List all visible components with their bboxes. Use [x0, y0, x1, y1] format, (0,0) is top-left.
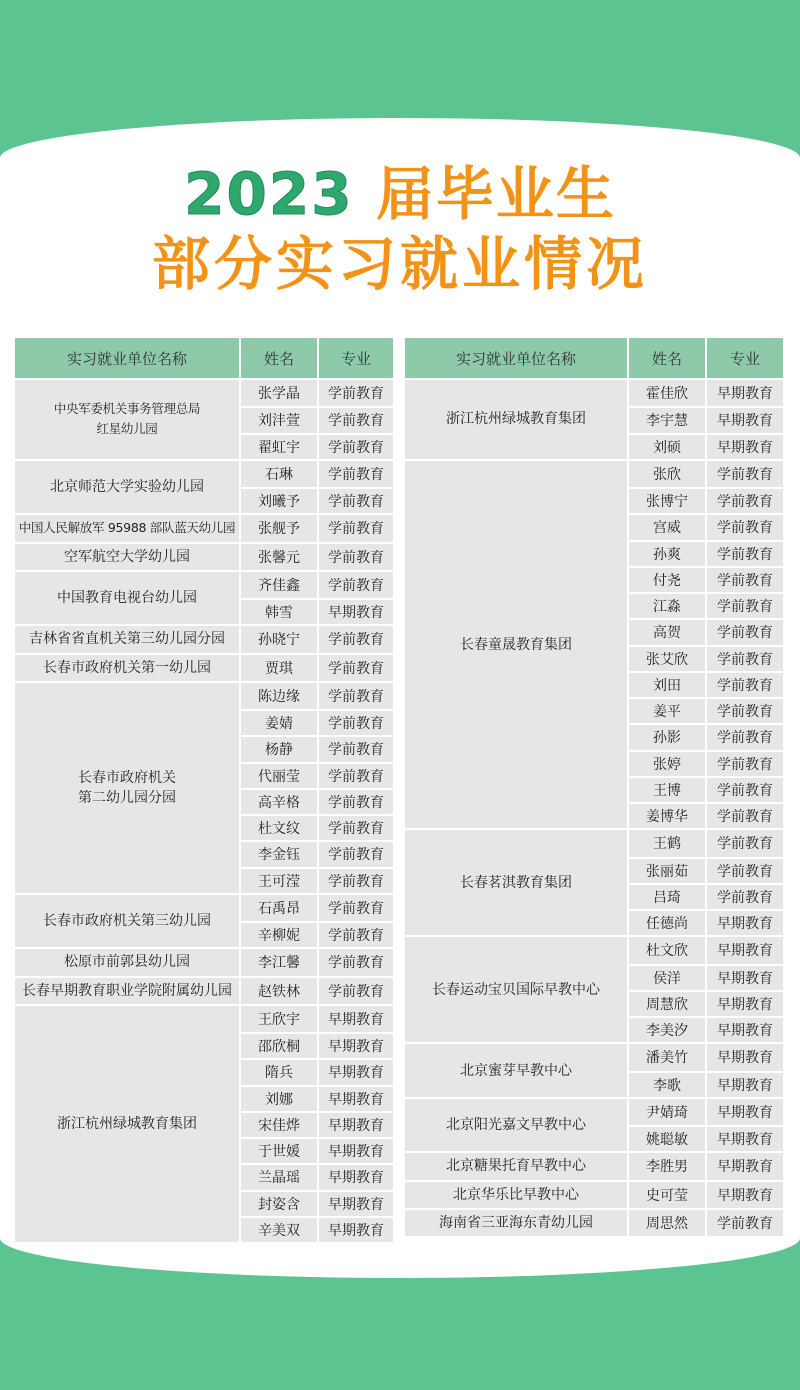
major-cell: 学前教育: [319, 572, 393, 598]
student-name-cell: 李宇慧: [629, 408, 707, 432]
table-row: [629, 937, 783, 963]
table-row: [241, 380, 393, 406]
title-graduates: 届毕业生: [375, 160, 616, 228]
major-cell: 学前教育: [707, 461, 783, 487]
student-name-cell: 刘田: [629, 673, 707, 697]
student-name-cell: 翟虹宇: [241, 435, 319, 459]
unit-name-cell: 浙江杭州绿城教育集团: [405, 380, 629, 459]
unit-name-cell: 北京华乐比早教中心: [405, 1182, 629, 1208]
table-row: [241, 949, 393, 975]
major-cell: 学前教育: [707, 885, 783, 909]
unit-group: [405, 380, 783, 459]
unit-group: [15, 459, 393, 514]
major-cell: 早期教育: [319, 1060, 393, 1084]
table-row: [629, 1125, 783, 1151]
table-row: [629, 1153, 783, 1179]
major-cell: 学前教育: [707, 594, 783, 618]
table-row: [241, 572, 393, 598]
student-name-cell: 付尧: [629, 568, 707, 592]
header-name: 姓名: [629, 338, 707, 378]
table-row: [241, 762, 393, 788]
header-unit: 实习就业单位名称: [405, 338, 629, 378]
table-row: [241, 788, 393, 814]
student-name-cell: 赵铁林: [241, 978, 319, 1004]
unit-name-cell: 北京师范大学实验幼儿园: [15, 461, 241, 514]
right-table-body: [405, 380, 783, 1236]
table-row: [241, 709, 393, 735]
major-cell: 早期教育: [707, 1099, 783, 1125]
student-name-cell: 任德尚: [629, 911, 707, 935]
major-cell: 早期教育: [319, 1192, 393, 1216]
unit-name-cell: 中央军委机关事务管理总局 红星幼儿园: [15, 380, 241, 459]
table-row: [629, 487, 783, 513]
table-row: [629, 618, 783, 644]
table-row: [241, 626, 393, 652]
major-cell: 早期教育: [707, 1153, 783, 1179]
major-cell: 早期教育: [319, 1218, 393, 1242]
major-cell: 学前教育: [319, 683, 393, 709]
unit-name-cell: 长春市政府机关 第二幼儿园分园: [15, 683, 241, 893]
major-cell: 学前教育: [707, 1210, 783, 1236]
table-row: [241, 598, 393, 624]
major-cell: 学前教育: [319, 842, 393, 866]
student-name-cell: 侯洋: [629, 966, 707, 990]
student-name-cell: 宋佳烨: [241, 1113, 319, 1137]
major-cell: 早期教育: [707, 1044, 783, 1070]
student-name-cell: 李美汐: [629, 1018, 707, 1042]
student-name-cell: 李胜男: [629, 1153, 707, 1179]
left-table: [15, 338, 393, 1242]
student-name-cell: 代丽莹: [241, 764, 319, 788]
table-row: [241, 895, 393, 921]
student-name-cell: 刘曦予: [241, 489, 319, 513]
unit-group: [15, 947, 393, 975]
major-cell: 早期教育: [319, 1139, 393, 1163]
student-name-cell: 宫威: [629, 515, 707, 539]
major-cell: 学前教育: [707, 620, 783, 644]
student-name-cell: 吕琦: [629, 885, 707, 909]
student-name-cell: 杨静: [241, 737, 319, 761]
student-name-cell: 贾琪: [241, 655, 319, 681]
table-row: [241, 1190, 393, 1216]
major-cell: 早期教育: [319, 1087, 393, 1111]
major-cell: 学前教育: [319, 461, 393, 487]
table-row: [629, 1210, 783, 1236]
major-cell: 学前教育: [319, 655, 393, 681]
student-name-cell: 刘硕: [629, 435, 707, 459]
unit-group: [15, 542, 393, 570]
student-name-cell: 张博宁: [629, 489, 707, 513]
student-name-cell: 兰晶瑶: [241, 1165, 319, 1189]
unit-name-cell: 空军航空大学幼儿园: [15, 544, 241, 570]
major-cell: 学前教育: [319, 489, 393, 513]
unit-group: [15, 513, 393, 541]
header-unit: 实习就业单位名称: [15, 338, 241, 378]
unit-name-cell: 长春运动宝贝国际早教中心: [405, 937, 629, 1042]
student-name-cell: 辛美双: [241, 1218, 319, 1242]
major-cell: 学前教育: [319, 711, 393, 735]
major-cell: 早期教育: [319, 1165, 393, 1189]
student-name-cell: 姚聪敏: [629, 1127, 707, 1151]
student-name-cell: 封姿含: [241, 1192, 319, 1216]
table-row: [629, 513, 783, 539]
table-row: [241, 1032, 393, 1058]
student-name-cell: 孙爽: [629, 542, 707, 566]
unit-name-cell: 中国人民解放军 95988 部队蓝天幼儿园: [15, 515, 241, 541]
table-row: [629, 566, 783, 592]
major-cell: 学前教育: [319, 816, 393, 840]
major-cell: 早期教育: [707, 1018, 783, 1042]
unit-group: [15, 624, 393, 652]
table-row: [629, 697, 783, 723]
major-cell: 学前教育: [319, 895, 393, 921]
major-cell: 学前教育: [319, 544, 393, 570]
unit-group: [15, 653, 393, 681]
major-cell: 学前教育: [707, 699, 783, 723]
table-row: [629, 1016, 783, 1042]
major-cell: 早期教育: [707, 380, 783, 406]
major-cell: 学前教育: [707, 647, 783, 671]
table-row: [629, 964, 783, 990]
major-cell: 学前教育: [707, 804, 783, 828]
unit-name-cell: 吉林省省直机关第三幼儿园分园: [15, 626, 241, 652]
table-row: [629, 461, 783, 487]
unit-name-cell: 北京糖果托育早教中心: [405, 1153, 629, 1179]
student-name-cell: 尹婧琦: [629, 1099, 707, 1125]
student-name-cell: 孙影: [629, 725, 707, 749]
unit-group: [15, 1004, 393, 1242]
major-cell: 早期教育: [319, 1034, 393, 1058]
major-cell: 早期教育: [707, 1127, 783, 1151]
table-row: [241, 683, 393, 709]
unit-group: [405, 459, 783, 829]
major-cell: 早期教育: [707, 937, 783, 963]
table-row: [629, 406, 783, 432]
student-name-cell: 刘娜: [241, 1087, 319, 1111]
student-name-cell: 杜文欣: [629, 937, 707, 963]
table-row: [241, 867, 393, 893]
table-row: [241, 1137, 393, 1163]
student-name-cell: 李歌: [629, 1073, 707, 1097]
unit-group: [405, 1180, 783, 1208]
major-cell: 早期教育: [707, 1182, 783, 1208]
table-row: [629, 540, 783, 566]
right-table: [405, 338, 783, 1236]
student-name-cell: 姜婧: [241, 711, 319, 735]
student-name-cell: 齐佳鑫: [241, 572, 319, 598]
major-cell: 学前教育: [707, 515, 783, 539]
table-row: [241, 735, 393, 761]
unit-name-cell: 长春茗淇教育集团: [405, 830, 629, 935]
major-cell: 早期教育: [707, 408, 783, 432]
student-name-cell: 潘美竹: [629, 1044, 707, 1070]
unit-group: [405, 828, 783, 935]
unit-group: [15, 681, 393, 893]
unit-group: [405, 1151, 783, 1179]
student-name-cell: 姜博华: [629, 804, 707, 828]
major-cell: 学前教育: [319, 515, 393, 541]
unit-name-cell: 浙江杭州绿城教育集团: [15, 1006, 241, 1242]
major-cell: 早期教育: [319, 1113, 393, 1137]
unit-name-cell: 松原市前郭县幼儿园: [15, 949, 241, 975]
student-name-cell: 张欣: [629, 461, 707, 487]
table-row: [629, 1182, 783, 1208]
unit-name-cell: 长春早期教育职业学院附属幼儿园: [15, 978, 241, 1004]
header-major: 专业: [319, 338, 393, 378]
table-row: [629, 723, 783, 749]
student-name-cell: 张舰予: [241, 515, 319, 541]
unit-group: [405, 1042, 783, 1097]
student-name-cell: 张馨元: [241, 544, 319, 570]
student-name-cell: 张婷: [629, 752, 707, 776]
student-name-cell: 孙晓宁: [241, 626, 319, 652]
table-row: [241, 1163, 393, 1189]
table-row: [629, 592, 783, 618]
unit-name-cell: 长春市政府机关第三幼儿园: [15, 895, 241, 948]
student-name-cell: 张学晶: [241, 380, 319, 406]
major-cell: 学前教育: [319, 435, 393, 459]
major-cell: 学前教育: [707, 673, 783, 697]
major-cell: 学前教育: [319, 626, 393, 652]
table-row: [629, 990, 783, 1016]
title-subtitle: 部分实习就业情况: [151, 230, 648, 298]
table-row: [241, 461, 393, 487]
major-cell: 学前教育: [707, 752, 783, 776]
table-row: [241, 544, 393, 570]
student-name-cell: 高辛格: [241, 790, 319, 814]
major-cell: 早期教育: [707, 1073, 783, 1097]
major-cell: 学前教育: [707, 489, 783, 513]
table-row: [241, 406, 393, 432]
table-row: [241, 1111, 393, 1137]
student-name-cell: 石琳: [241, 461, 319, 487]
header-major: 专业: [707, 338, 783, 378]
major-cell: 早期教育: [319, 1006, 393, 1032]
table-row: [629, 750, 783, 776]
major-cell: 学前教育: [319, 380, 393, 406]
major-cell: 学前教育: [707, 830, 783, 856]
table-row: [629, 671, 783, 697]
table-row: [241, 1085, 393, 1111]
student-name-cell: 李金钰: [241, 842, 319, 866]
table-row: [629, 909, 783, 935]
student-name-cell: 周思然: [629, 1210, 707, 1236]
table-row: [241, 515, 393, 541]
table-row: [629, 776, 783, 802]
student-name-cell: 江淼: [629, 594, 707, 618]
student-name-cell: 韩雪: [241, 600, 319, 624]
student-name-cell: 隋兵: [241, 1060, 319, 1084]
title-year: 2023: [184, 160, 354, 228]
table-row: [629, 1099, 783, 1125]
unit-name-cell: 长春童晟教育集团: [405, 461, 629, 829]
unit-group: [15, 380, 393, 459]
student-name-cell: 于世媛: [241, 1139, 319, 1163]
major-cell: 学前教育: [319, 923, 393, 947]
unit-group: [405, 1097, 783, 1152]
major-cell: 学前教育: [319, 978, 393, 1004]
major-cell: 早期教育: [707, 435, 783, 459]
major-cell: 学前教育: [707, 542, 783, 566]
table-row: [241, 814, 393, 840]
major-cell: 早期教育: [707, 992, 783, 1016]
major-cell: 学前教育: [319, 949, 393, 975]
student-name-cell: 周慧欣: [629, 992, 707, 1016]
student-name-cell: 杜文纹: [241, 816, 319, 840]
table-row: [629, 857, 783, 883]
table-row: [629, 830, 783, 856]
table-row: [629, 645, 783, 671]
major-cell: 学前教育: [707, 859, 783, 883]
left-table-header: [15, 338, 393, 378]
major-cell: 早期教育: [707, 911, 783, 935]
table-row: [629, 1044, 783, 1070]
unit-group: [15, 893, 393, 948]
unit-group: [15, 570, 393, 625]
major-cell: 学前教育: [319, 737, 393, 761]
unit-name-cell: 北京蜜芽早教中心: [405, 1044, 629, 1097]
table-row: [241, 840, 393, 866]
student-name-cell: 霍佳欣: [629, 380, 707, 406]
student-name-cell: 史可莹: [629, 1182, 707, 1208]
student-name-cell: 王博: [629, 778, 707, 802]
major-cell: 学前教育: [319, 790, 393, 814]
unit-name-cell: 海南省三亚海东青幼儿园: [405, 1210, 629, 1236]
table-row: [629, 1071, 783, 1097]
student-name-cell: 姜平: [629, 699, 707, 723]
table-row: [241, 433, 393, 459]
student-name-cell: 高贺: [629, 620, 707, 644]
major-cell: 学前教育: [707, 725, 783, 749]
student-name-cell: 王欣宇: [241, 1006, 319, 1032]
page-title: [0, 160, 800, 300]
student-name-cell: 张丽茹: [629, 859, 707, 883]
student-name-cell: 石禹昂: [241, 895, 319, 921]
major-cell: 学前教育: [707, 778, 783, 802]
student-name-cell: 刘沣萱: [241, 408, 319, 432]
unit-group: [405, 1208, 783, 1236]
header-name: 姓名: [241, 338, 319, 378]
unit-group: [405, 935, 783, 1042]
unit-name-cell: 长春市政府机关第一幼儿园: [15, 655, 241, 681]
student-name-cell: 王可滢: [241, 869, 319, 893]
student-name-cell: 张艾欣: [629, 647, 707, 671]
student-name-cell: 李江馨: [241, 949, 319, 975]
table-row: [629, 883, 783, 909]
major-cell: 学前教育: [319, 869, 393, 893]
table-row: [629, 433, 783, 459]
major-cell: 学前教育: [319, 408, 393, 432]
unit-group: [15, 976, 393, 1004]
student-name-cell: 陈边缘: [241, 683, 319, 709]
left-table-body: [15, 380, 393, 1242]
student-name-cell: 邵欣桐: [241, 1034, 319, 1058]
major-cell: 学前教育: [707, 568, 783, 592]
major-cell: 早期教育: [319, 600, 393, 624]
unit-name-cell: 中国教育电视台幼儿园: [15, 572, 241, 625]
unit-name-cell: 北京阳光嘉文早教中心: [405, 1099, 629, 1152]
table-row: [241, 978, 393, 1004]
table-row: [241, 921, 393, 947]
student-name-cell: 王鹤: [629, 830, 707, 856]
table-row: [629, 802, 783, 828]
right-table-header: [405, 338, 783, 378]
major-cell: 学前教育: [319, 764, 393, 788]
major-cell: 早期教育: [707, 966, 783, 990]
table-row: [241, 1006, 393, 1032]
table-row: [241, 655, 393, 681]
student-name-cell: 辛柳妮: [241, 923, 319, 947]
table-row: [241, 1216, 393, 1242]
table-row: [629, 380, 783, 406]
table-row: [241, 1058, 393, 1084]
table-row: [241, 487, 393, 513]
